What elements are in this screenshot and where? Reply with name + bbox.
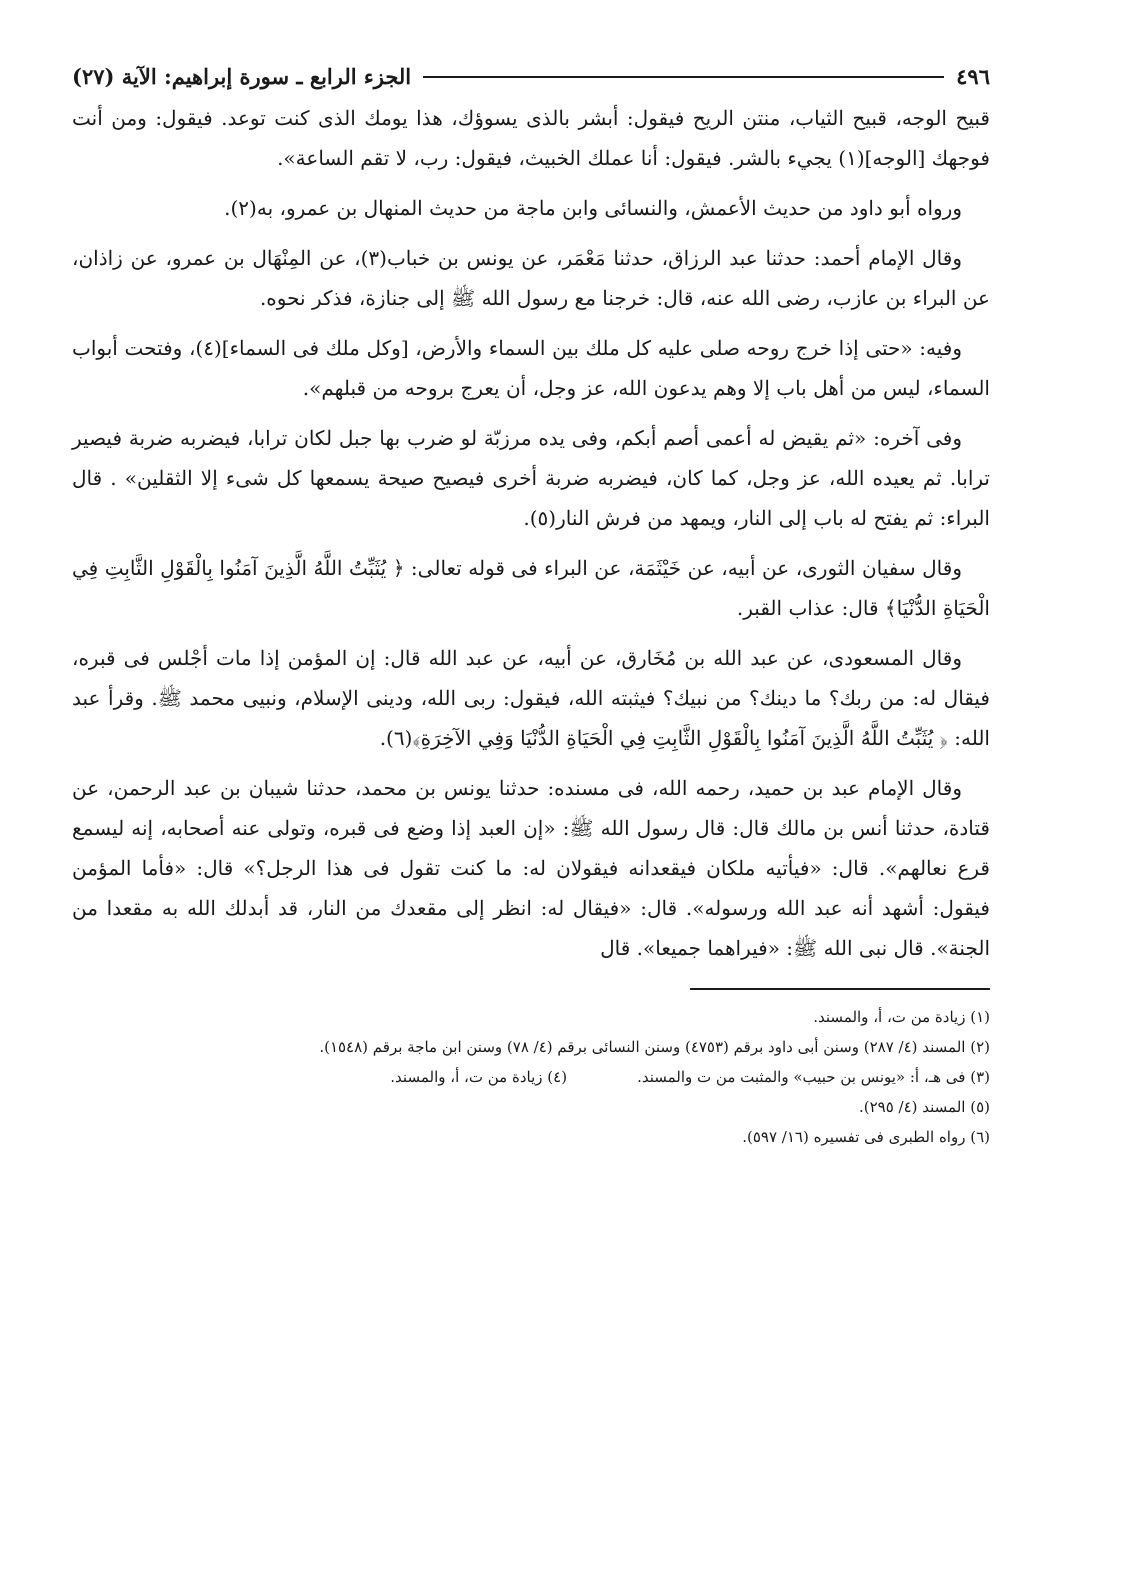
body-text [72,98,990,968]
running-title: الجزء الرابع ـ سورة إبراهيم: الآية (٢٧) [72,64,412,89]
paragraph-wafihi: وفيه: «حتى إذا خرج روحه صلى عليه كل ملك بين السماء والأرض، [وكل ملك فى السماء](٤)، وفتحت أبواب السماء، ليس من أهل باب إلا وهم يدعون الله، عز وجل، أن يعرج بروحه من قبلهم». [72,336,990,400]
paragraph-abd-ibn-humaid: وقال الإمام عبد بن حميد، رحمه الله، فى مسنده: حدثنا يونس بن محمد، حدثنا شيبان بن عبد الرحمن، عن قتادة، حدثنا أنس بن مالك قال: قال رسول الله ﷺ: «إن العبد إذا وضع فى قبره، وتولى عنه أصحابه، إنه ليسمع قرع نعالهم». قال: «فيأتيه ملكان فيقعدانه فيقولان له: ما كنت تقول فى هذا الرجل؟» قال: «فأما المؤمن فيقول: أشهد أنه عبد الله ورسوله». قال: «فيقال له: انظر إلى مقعدك من النار، قد أبدلك الله به مقعدا من الجنة». قال نبى الله ﷺ: «فيراهما جميعا». قال [72,776,990,960]
footnotes [72,1002,990,1152]
footnote-6: (٦) رواه الطبرى فى تفسيره (١٦/ ٥٩٧). [742,1128,990,1146]
paragraph-continuation: قبيح الوجه، قبيح الثياب، منتن الريح فيقول: أبشر بالذى يسوؤك، هذا يومك الذى كنت توعد. فيقول: ومن أنت فوجهك [الوجه](١) يجيء بالشر. فيقول: أنا عملك الخبيث، فيقول: رب، لا تقم الساعة». [72,106,990,170]
paragraph-masudi: وقال المسعودى، عن عبد الله بن مُخَارق، عن أبيه، عن عبد الله قال: إن المؤمن إذا مات أجْلس فى قبره، فيقال له: من ربك؟ ما دينك؟ من نبيك؟ فيثبته الله، فيقول: ربى الله، ودينى الإسلام، ونبيى محمد ﷺ. وقرأ عبد الله: ﴿ يُثَبِّتُ اللَّهُ الَّذِينَ آمَنُوا بِالْقَوْلِ الثَّابِتِ فِي الْحَيَاةِ الدُّنْيَا وَفِي الآخِرَةِ﴾(٦). [72,646,990,750]
paragraph-abu-dawud: ورواه أبو داود من حديث الأعمش، والنسائى وابن ماجة من حديث المنهال بن عمرو، به(٢). [224,196,962,220]
paragraph-imam-ahmad: وقال الإمام أحمد: حدثنا عبد الرزاق، حدثنا مَعْمَر، عن يونس بن خباب(٣)، عن المِنْهَال بن عمرو، عن زاذان، عن البراء بن عازب، رضى الله عنه، قال: خرجنا مع رسول الله ﷺ إلى جنازة، فذكر نحوه. [72,246,990,310]
footnote-3: (٣) فى هـ، أ: «يونس بن حبيب» والمثبت من ت والمسند. [637,1068,990,1086]
footnote-5: (٥) المسند (٤/ ٢٩٥). [858,1098,990,1116]
footnote-1: (١) زيادة من ت، أ، والمسند. [813,1008,990,1026]
footnote-2: (٢) المسند (٤/ ٢٨٧) وسنن أبى داود برقم (٤٧٥٣) وسنن النسائى برقم (٤/ ٧٨) وسنن ابن ماجة برقم (١٥٤٨). [319,1038,990,1056]
paragraph-sufyan: وقال سفيان الثورى، عن أبيه، عن خَيْثَمَة، عن البراء فى قوله تعالى: ﴿ يُثَبِّتُ اللَّهُ الَّذِينَ آمَنُوا بِالْقَوْلِ الثَّابِتِ فِي الْحَيَاةِ الدُّنْيَا﴾ قال: عذاب القبر. [72,556,990,620]
page [72,62,990,1152]
page-number: ٤٩٦ [956,64,990,89]
paragraph-akhirihi: وفى آخره: «ثم يقيض له أعمى أصم أبكم، وفى يده مرزبّة لو ضرب بها جبل لكان ترابا، فيضربه ضربة فيصير ترابا. ثم يعيده الله، عز وجل، كما كان، فيضربه ضربة أخرى فيصيح صيحة يسمعها كل شىء إلا الثقلين» . قال البراء: ثم يفتح له باب إلى النار، ويمهد من فرش النار(٥). [72,426,990,530]
footnote-row [72,1062,990,1092]
running-head [72,62,990,92]
header-rule [423,76,944,78]
footnote-rule [690,988,990,990]
footnote-4: (٤) زيادة من ت، أ، والمسند. [390,1068,568,1086]
